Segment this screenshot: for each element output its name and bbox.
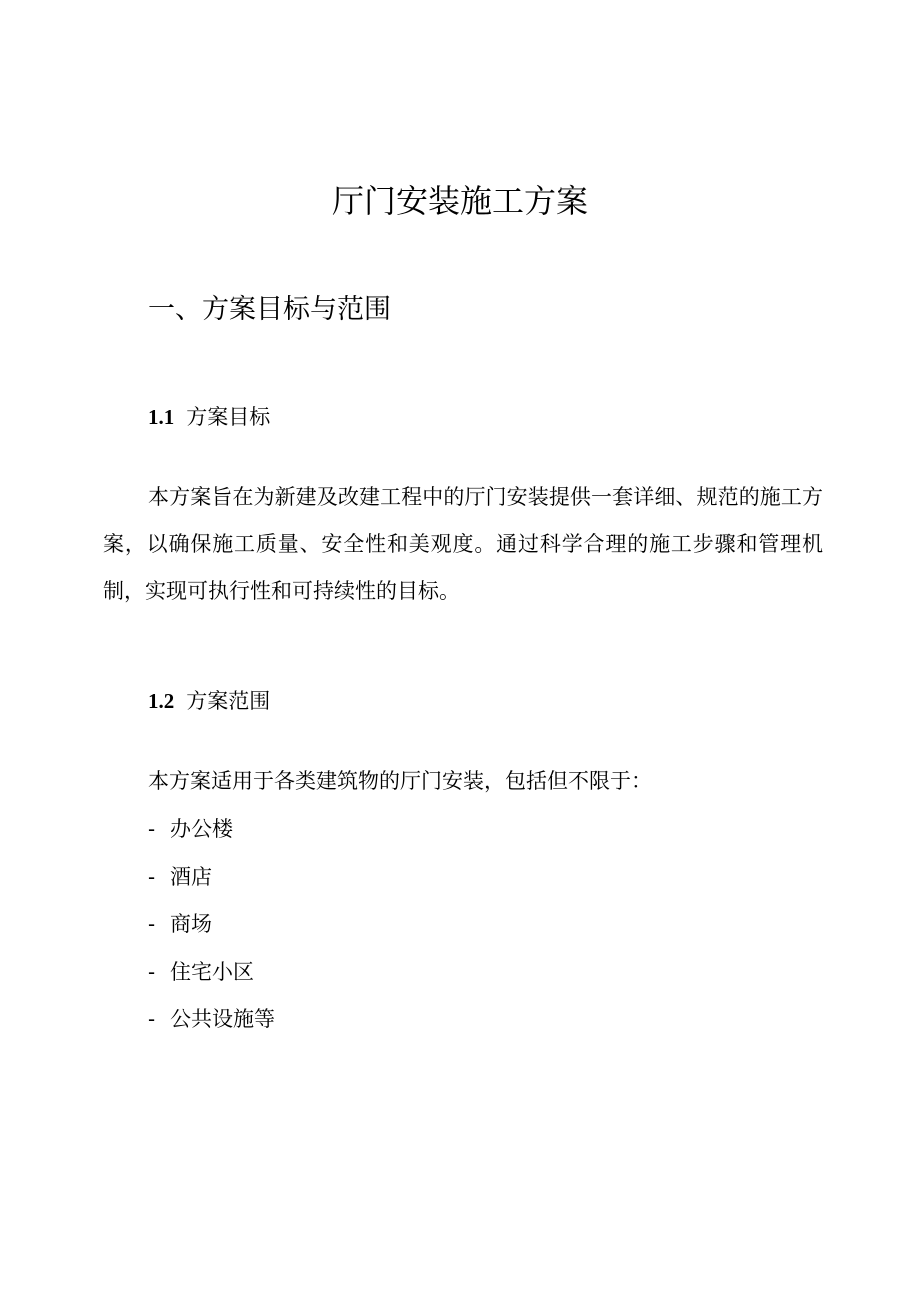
- list-marker: -: [148, 1007, 156, 1031]
- list-item: - 酒店: [148, 854, 275, 902]
- list-item: - 办公楼: [148, 806, 275, 854]
- goal-paragraph: 本方案旨在为新建及改建工程中的厅门安装提供一套详细、规范的施工方案，以确保施工质量、安全性和美观度。通过科学合理的施工步骤和管理机制，实现可执行性和可持续性的目标。: [103, 485, 823, 603]
- subsection-number: 1.1: [148, 405, 175, 429]
- list-item: - 公共设施等: [148, 996, 275, 1044]
- subsection-heading-goal: [148, 402, 270, 432]
- section-heading: 一、方案目标与范围: [148, 294, 391, 325]
- subsection-title: 方案目标: [186, 405, 271, 429]
- subsection-heading-scope: [148, 686, 270, 716]
- list-marker: -: [148, 959, 156, 984]
- scope-list: [148, 806, 275, 1044]
- list-marker: -: [148, 912, 156, 936]
- subsection-title: 方案范围: [186, 689, 271, 713]
- subsection-number: 1.2: [148, 689, 175, 713]
- list-marker: -: [148, 864, 156, 889]
- list-item: - 住宅小区: [148, 949, 275, 997]
- list-item: - 商场: [148, 901, 275, 949]
- document-title: 厅门安装施工方案: [331, 182, 588, 220]
- scope-intro: 本方案适用于各类建筑物的厅门安装，包括但不限于：: [148, 769, 652, 793]
- list-marker: -: [148, 817, 156, 841]
